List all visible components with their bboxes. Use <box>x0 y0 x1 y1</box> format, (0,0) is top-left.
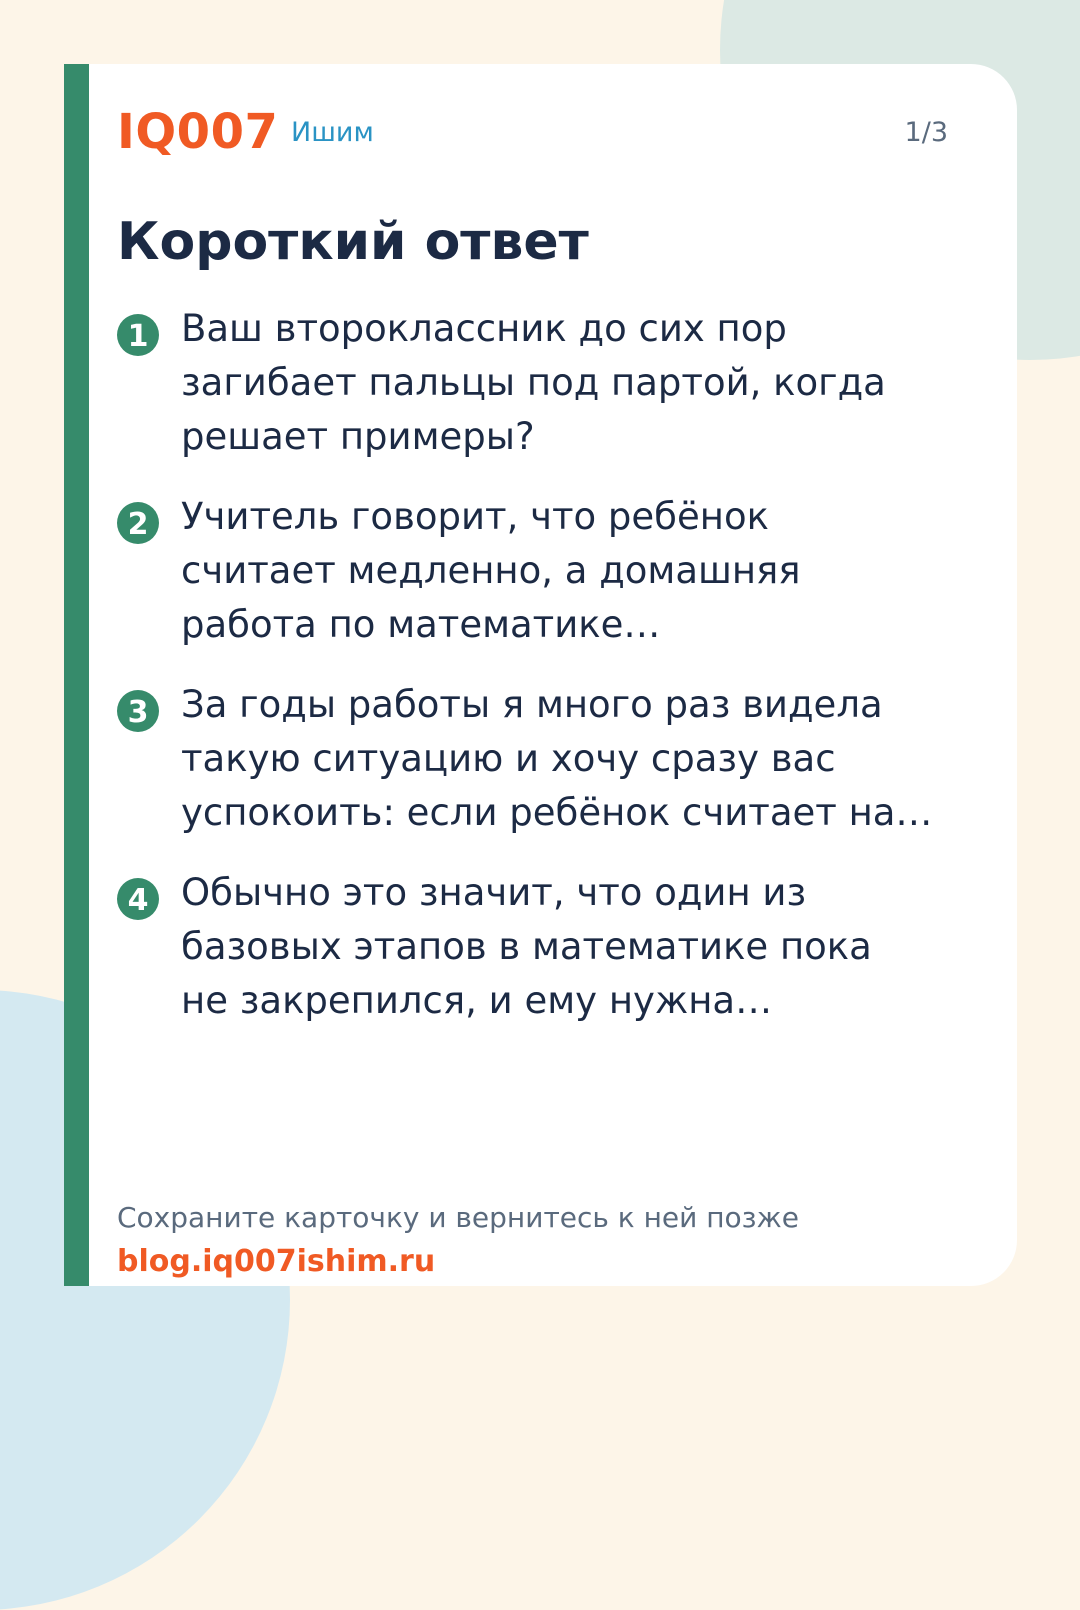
content-card <box>64 64 1017 1286</box>
item-text: Ваш второклассник до сих пор загибает пальцы под партой, когда решает примеры? <box>181 307 886 458</box>
item-number-badge: 3 <box>117 690 159 732</box>
item-text: Учитель говорит, что ребёнок считает медленно, а домашняя работа по математике… <box>181 495 801 646</box>
item-number-badge: 1 <box>117 314 159 356</box>
item-number-badge: 4 <box>117 878 159 920</box>
item-text: За годы работы я много раз видела такую ситуацию и хочу сразу вас успокоить: если ребёнок считает на… <box>181 683 933 834</box>
item-number-badge: 2 <box>117 502 159 544</box>
item-text: Обычно это значит, что один из базовых этапов в математике пока не закрепился, и ему нужна… <box>181 871 872 1022</box>
card-title: Короткий ответ <box>117 212 589 272</box>
blog-link[interactable]: blog.iq007ishim.ru <box>117 1244 436 1279</box>
brand-logo: IQ007 <box>117 104 279 160</box>
page-counter: 1/3 <box>904 117 948 148</box>
accent-bar <box>64 64 89 1286</box>
footer-note: Сохраните карточку и вернитесь к ней позже <box>117 1201 799 1234</box>
city-label: Ишим <box>291 117 374 148</box>
